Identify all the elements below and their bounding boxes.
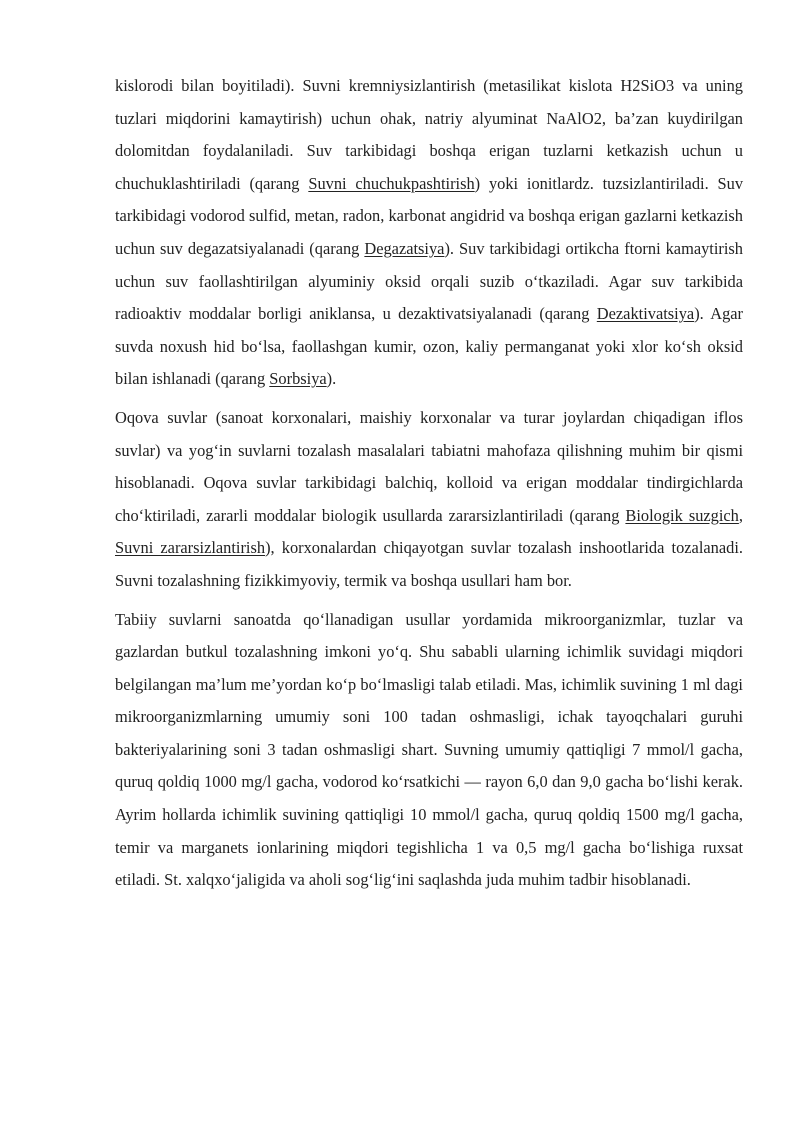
text-run: ). Agar suvda noxush hid bo‘lsa, faollashgan kumir, ozon, kaliy permanganat yoki xlor ko‘sh oksid bilan ishlanadi (qarang [115, 304, 744, 389]
link-biologik-suzgich[interactable]: Biologik suzgich [625, 505, 739, 525]
link-degazatsiya[interactable]: Degazatsiya [364, 238, 445, 258]
link-suvni-chuchuklashtirish[interactable]: Suvni chuchukpashtirish [308, 173, 475, 193]
paragraph [115, 402, 743, 598]
text-run: ). [326, 369, 337, 389]
link-suvni-zararsizlantirish[interactable]: Suvni zararsizlantirish [115, 538, 266, 558]
text-run: ) yoki ionitlardz. tuzsizlantiriladi. Suv tarkibidagi vodorod sulfid, metan, radon, karbonat angidrid va boshqa erigan gazlarni ketkazish uchun suv degazatsiyalanadi (qarang [115, 173, 744, 258]
text-run: , [738, 505, 743, 525]
text-run: ). Suv tarkibidagi ortikcha ftorni kamaytirish uchun suv faollashtirilgan alyuminiy oksid orqali suzib o‘tkaziladi. Agar suv tarkibida radioaktiv moddalar borligi aniklansa, u dezaktivatsiyalanadi (qarang [115, 238, 743, 324]
text-run: kislorodi bilan boyitiladi). Suvni kremniysizlantirish (metasilikat kislota H2SiO3 va uning tuzlari miqdorini kamaytirish) uchun ohak, natriy alyuminat NaAlO2, ba’zan kuydirilgan dolomitdan foydalaniladi. Suv tarkibidagi boshqa erigan tuzlarni ketkazish uchun u chuchuklashtiriladi (qarang [115, 76, 743, 193]
link-sorbsiya[interactable]: Sorbsiya [269, 369, 327, 389]
paragraph [115, 604, 743, 897]
text-run: ), korxonalardan chiqayotgan suvlar tozalash inshootlarida tozalanadi. Suvni tozalashning fizikkimyoviy, termik va boshqa usullari ham bor. [115, 538, 743, 590]
text-run: Tabiiy suvlarni sanoatda qo‘llanadigan usullar yordamida mikroorganizmlar, tuzlar va gazlardan butkul tozalashning imkoni yo‘q. Shu sababli ularning ichimlik suvidagi miqdori belgilangan ma’lum me’yordan ko‘p bo‘lmasligi talab etiladi. Mas, ichimlik suvining 1 ml dagi mikroorganizmlarning umumiy soni 100 tadan oshmasligi, ichak tayoqchalari guruhi bakteriyalarining soni 3 tadan oshmasligi shart. Suvning umumiy qattiqligi 7 mmol/l gacha, quruq qoldiq 1000 mg/l gacha, vodorod ko‘rsatkichi — rayon 6,0 dan 9,0 gacha bo‘lishi kerak. Ayrim hollarda ichimlik suvining qattiqligi 10 mmol/l gacha, quruq qoldiq 1500 mg/l gacha, temir va marganets ionlarining miqdori tegishlicha 1 va 0,5 mg/l gacha bo‘lishiga ruxsat etiladi. St. xalqxo‘jaligida va aholi sog‘lig‘ini saqlashda juda muhim tadbir hisoblanadi. [115, 609, 743, 890]
text-run: Oqova suvlar (sanoat korxonalari, maishiy korxonalar va turar joylardan chiqadigan iflos suvlar) va yog‘in suvlarni tozalash masalalari tabiatni mahofaza qilishning muhim bir qismi hisoblanadi. Oqova suvlar tarkibidagi balchiq, kolloid va erigan moddalar tindirgichlarda cho‘ktiriladi, zararli moddalar biologik usullarda zararsizlantiriladi (qarang [115, 407, 743, 525]
paragraph [115, 70, 743, 396]
link-dezaktivatsiya[interactable]: Dezaktivatsiya [596, 304, 695, 324]
